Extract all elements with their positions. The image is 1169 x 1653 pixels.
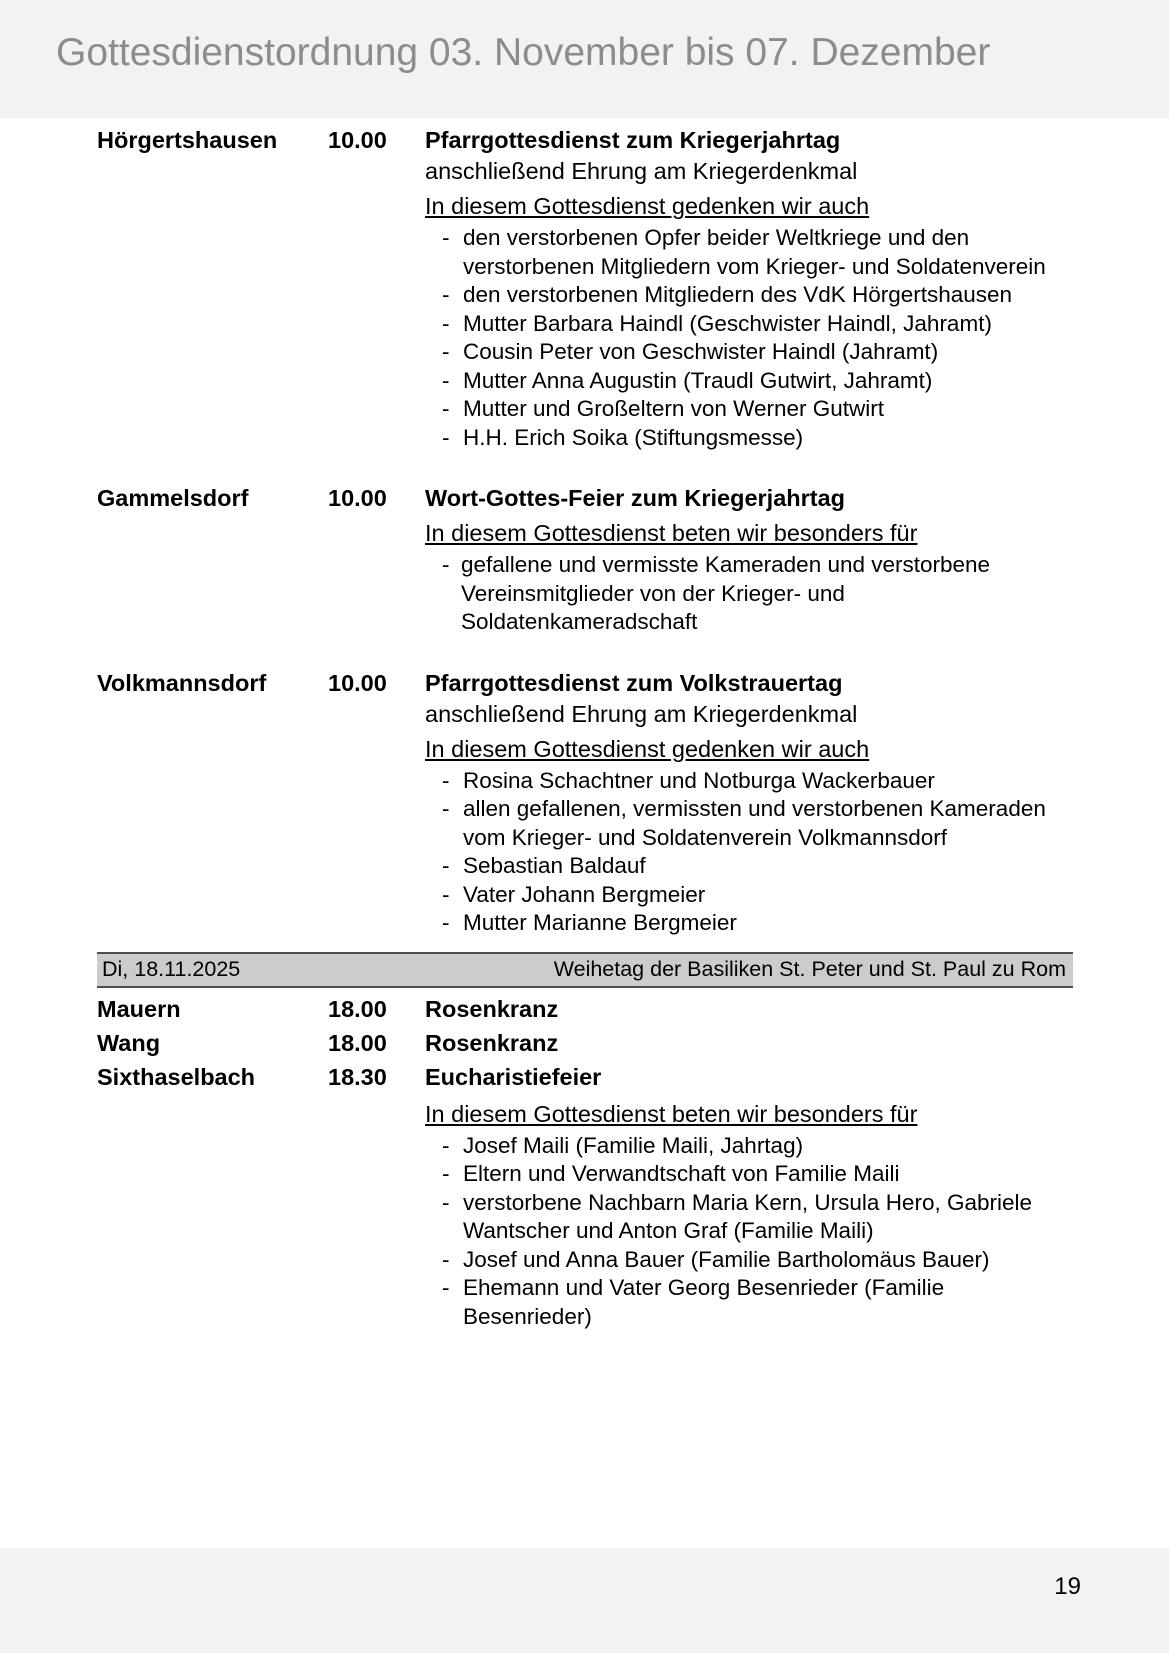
list-item: - Mutter Barbara Haindl (Geschwister Haindl, Jahramt) bbox=[425, 310, 1073, 339]
service-details bbox=[425, 699, 1073, 938]
service-intro: In diesem Gottesdienst gedenken wir auch bbox=[425, 193, 870, 219]
service-time: 18.30 bbox=[328, 1063, 387, 1090]
service-entry-header bbox=[97, 667, 1073, 699]
service-entry bbox=[97, 993, 1073, 1025]
service-time: 10.00 bbox=[328, 669, 387, 696]
page-footer-band bbox=[0, 1548, 1169, 1653]
list-item: - gefallene und vermisste Kameraden und verstorbene Vereinsmitglieder von der Krieger- und Soldatenkameradschaft bbox=[425, 551, 1073, 637]
list-item: - Cousin Peter von Geschwister Haindl (Jahramt) bbox=[425, 338, 1073, 367]
service-time: 18.00 bbox=[328, 1029, 387, 1056]
service-entry bbox=[97, 124, 1073, 452]
service-entry-header bbox=[97, 482, 1073, 514]
service-time: 18.00 bbox=[328, 995, 387, 1022]
service-place: Sixthaselbach bbox=[97, 1063, 256, 1090]
list-item: - Josef und Anna Bauer (Familie Bartholomäus Bauer) bbox=[425, 1246, 1073, 1275]
list-item: - Mutter Anna Augustin (Traudl Gutwirt, Jahramt) bbox=[425, 367, 1073, 396]
service-intro: In diesem Gottesdienst gedenken wir auch bbox=[425, 735, 870, 762]
service-entry-header bbox=[97, 1061, 1073, 1093]
service-subtitle: anschließend Ehrung am Kriegerdenkmal bbox=[425, 700, 858, 727]
list-item: - Eltern und Verwandtschaft von Familie Maili bbox=[425, 1160, 1073, 1189]
service-subtitle: anschließend Ehrung am Kriegerdenkmal bbox=[425, 158, 858, 184]
service-title: Pfarrgottesdienst zum Volkstrauertag bbox=[425, 669, 843, 696]
service-time: 10.00 bbox=[328, 127, 387, 153]
service-place: Wang bbox=[97, 1029, 161, 1056]
intention-list bbox=[425, 224, 1073, 452]
service-details bbox=[425, 1095, 1073, 1332]
intention-list bbox=[425, 767, 1073, 938]
service-place: Mauern bbox=[97, 995, 181, 1022]
service-intro: In diesem Gottesdienst beten wir besonders für bbox=[425, 1100, 918, 1127]
page-body bbox=[0, 118, 1169, 1548]
service-title: Wort-Gottes-Feier zum Kriegerjahrtag bbox=[425, 485, 846, 511]
list-item: - Josef Maili (Familie Maili, Jahrtag) bbox=[425, 1132, 1073, 1161]
spacer bbox=[97, 452, 1073, 482]
service-title: Pfarrgottesdienst zum Kriegerjahrtag bbox=[425, 127, 841, 153]
list-item: - Sebastian Baldauf bbox=[425, 852, 1073, 881]
spacer bbox=[97, 637, 1073, 667]
intention-list bbox=[425, 551, 1073, 637]
page-header-band bbox=[0, 0, 1169, 118]
list-item: - H.H. Erich Soika (Stiftungsmesse) bbox=[425, 424, 1073, 453]
list-item: - Mutter Marianne Bergmeier bbox=[425, 909, 1073, 938]
service-schedule bbox=[97, 124, 1073, 1331]
service-entry bbox=[97, 1027, 1073, 1059]
page-number: 19 bbox=[1054, 1573, 1081, 1600]
service-details bbox=[425, 156, 1073, 452]
service-place: Volkmannsdorf bbox=[97, 669, 267, 696]
date-label: Di, 18.11.2025 bbox=[102, 957, 241, 981]
service-entry-header bbox=[97, 993, 1073, 1025]
feast-label: Weihetag der Basiliken St. Peter und St. Paul zu Rom bbox=[553, 957, 1066, 981]
list-item: - verstorbene Nachbarn Maria Kern, Ursula Hero, Gabriele Wantscher und Anton Graf (Familie Maili) bbox=[425, 1189, 1073, 1246]
list-item: - den verstorbenen Opfer beider Weltkriege und den verstorbenen Mitgliedern vom Krieger- und Soldatenverein bbox=[425, 224, 1073, 281]
list-item: - Ehemann und Vater Georg Besenrieder (Familie Besenrieder) bbox=[425, 1274, 1073, 1331]
service-title: Eucharistiefeier bbox=[425, 1063, 602, 1090]
date-separator-band bbox=[97, 952, 1073, 988]
list-item: - den verstorbenen Mitgliedern des VdK Hörgertshausen bbox=[425, 281, 1073, 310]
service-entry-header bbox=[97, 124, 1073, 156]
list-item: - Rosina Schachtner und Notburga Wackerbauer bbox=[425, 767, 1073, 796]
intention-list bbox=[425, 1132, 1073, 1332]
service-title: Rosenkranz bbox=[425, 1029, 559, 1056]
service-time: 10.00 bbox=[328, 485, 387, 511]
service-entry bbox=[97, 667, 1073, 938]
service-place: Hörgertshausen bbox=[97, 127, 278, 153]
service-entry bbox=[97, 482, 1073, 637]
service-details bbox=[425, 514, 1073, 637]
page-title: Gottesdienstordnung 03. November bis 07. Dezember bbox=[56, 31, 991, 74]
list-item: - Mutter und Großeltern von Werner Gutwirt bbox=[425, 395, 1073, 424]
service-place: Gammelsdorf bbox=[97, 485, 249, 511]
service-entry-header bbox=[97, 1027, 1073, 1059]
service-title: Rosenkranz bbox=[425, 995, 559, 1022]
service-intro: In diesem Gottesdienst beten wir besonders für bbox=[425, 520, 918, 546]
list-item: - allen gefallenen, vermissten und verstorbenen Kameraden vom Krieger- und Soldatenverein Volkmannsdorf bbox=[425, 795, 1073, 852]
service-entry bbox=[97, 1061, 1073, 1332]
list-item: - Vater Johann Bergmeier bbox=[425, 881, 1073, 910]
